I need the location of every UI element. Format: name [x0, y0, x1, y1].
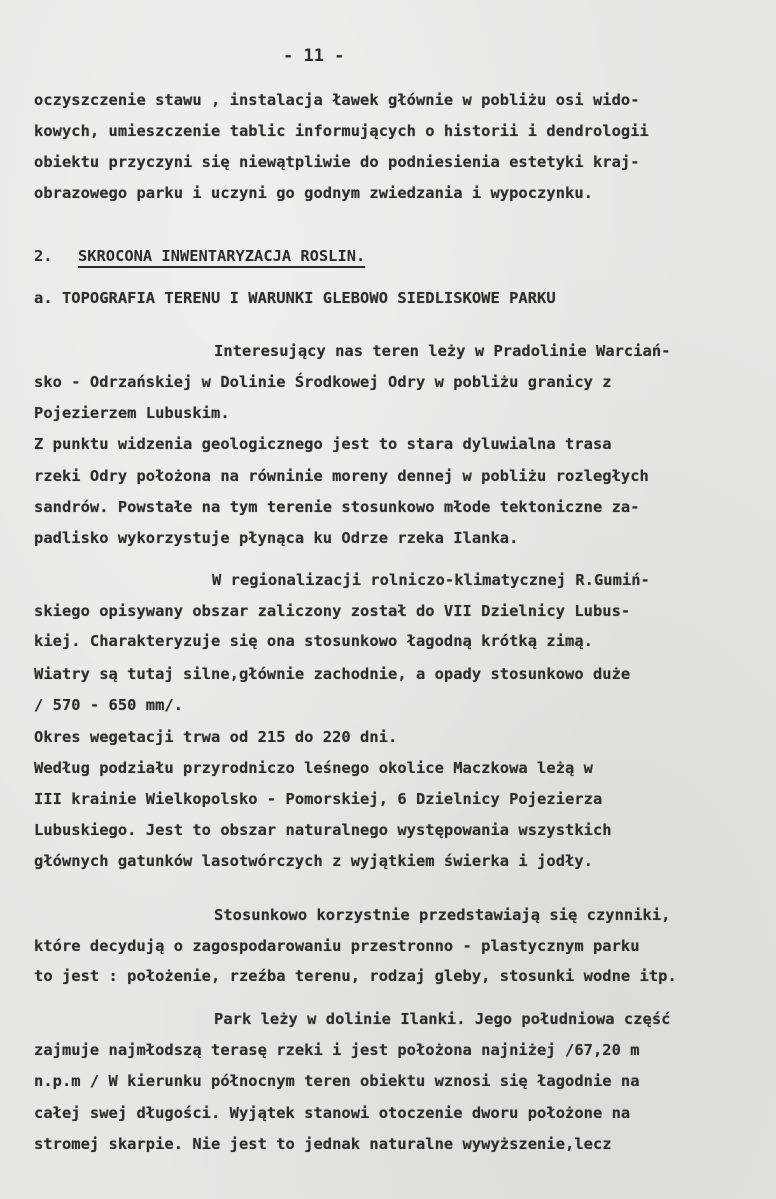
text-line: Stosunkowo korzystnie przedstawiają się czynniki, [214, 906, 671, 924]
text-line: Pojezierzem Lubuskim. [34, 404, 230, 422]
subsection-heading: a. TOPOGRAFIA TERENU I WARUNKI GLEBOWO SIEDLISKOWE PARKU [34, 289, 556, 307]
text-line: to jest : położenie, rzeźba terenu, rodzaj gleby, stosunki wodne itp. [34, 967, 677, 985]
text-line: sko - Odrzańskiej w Dolinie Środkowej Odry w pobliżu granicy z [34, 373, 612, 391]
text-line: padlisko wykorzystuje płynąca ku Odrze rzeka Ilanka. [34, 529, 519, 547]
text-line: Z punktu widzenia geologicznego jest to stara dyluwialna trasa [34, 435, 612, 453]
text-line: n.p.m / W kierunku północnym teren obiektu wznosi się łagodnie na [34, 1072, 640, 1090]
text-line: stromej skarpie. Nie jest to jednak naturalne wywyższenie,lecz [34, 1135, 612, 1153]
text-line: Wiatry są tutaj silne,głównie zachodnie, a opady stosunkowo duże [34, 665, 631, 683]
text-line: sandrów. Powstałe na tym terenie stosunkowo młode tektoniczne za- [34, 498, 640, 516]
text-line: W regionalizacji rolniczo-klimatycznej R.Gumiń- [212, 571, 650, 589]
text-line: obiektu przyczyni się niewątpliwie do podniesienia estetyki kraj- [34, 153, 640, 171]
text-line: Okres wegetacji trwa od 215 do 220 dni. [34, 728, 398, 746]
text-line: Lubuskiego. Jest to obszar naturalnego występowania wszystkich [34, 821, 612, 839]
text-line: III krainie Wielkopolsko - Pomorskiej, 6 Dzielnicy Pojezierza [34, 790, 603, 808]
page-number: - 11 - [283, 46, 345, 66]
text-line: Interesujący nas teren leży w Pradolinie Warciań- [214, 342, 671, 360]
text-line: skiego opisywany obszar zaliczony został do VII Dzielnicy Lubus- [34, 602, 631, 620]
text-line: obrazowego parku i uczyni go godnym zwiedzania i wypoczynku. [34, 184, 593, 202]
text-line: Park leży w dolinie Ilanki. Jego południowa część [214, 1010, 671, 1028]
text-line: / 570 - 650 mm/. [34, 696, 184, 714]
text-line: głównych gatunków lasotwórczych z wyjątkiem świerka i jodły. [34, 852, 593, 870]
section-title: SKROCONA INWENTARYZACJA ROSLIN. [78, 247, 366, 265]
text-line: które decydują o zagospodarowaniu przestronno - plastycznym parku [34, 937, 640, 955]
text-line: kowych, umieszczenie tablic informujących o historii i dendrologii [34, 122, 649, 140]
text-line: oczyszczenie stawu , instalacja ławek głównie w pobliżu osi wido- [34, 91, 640, 109]
text-line: Według podziału przyrodniczo leśnego okolice Maczkowa leżą w [34, 759, 593, 777]
text-line: zajmuje najmłodszą terasę rzeki i jest położona najniżej /67,20 m [34, 1041, 640, 1059]
text-line: całej swej długości. Wyjątek stanowi otoczenie dworu położone na [34, 1104, 631, 1122]
text-line: kiej. Charakteryzuje się ona stosunkowo łagodną krótką zimą. [34, 632, 593, 650]
text-line: rzeki Odry położona na równinie moreny dennej w pobliżu rozległych [34, 467, 649, 485]
section-number: 2. [34, 247, 53, 265]
